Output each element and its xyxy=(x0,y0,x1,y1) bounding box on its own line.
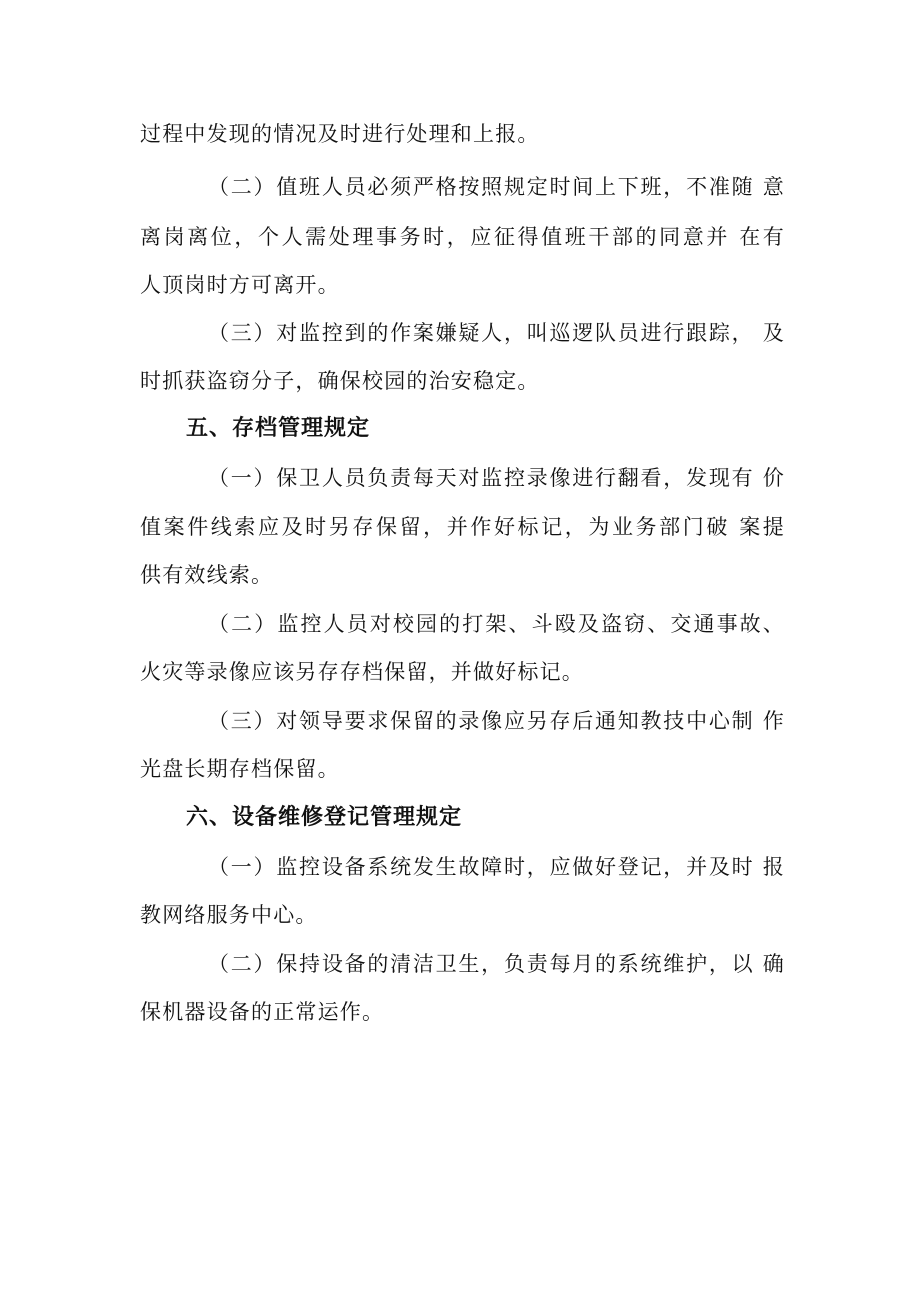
paragraph-line: 光盘长期存档保留。 xyxy=(140,757,340,781)
paragraph-line: 时抓获盗窃分子，确保校园的治安稳定。 xyxy=(140,369,540,393)
paragraph-line: 供有效线索。 xyxy=(140,563,274,587)
paragraph-line: （二）保持设备的清洁卫生，负责每月的系统维护，以 确 xyxy=(208,952,785,976)
paragraph-line: 教网络服务中心。 xyxy=(140,903,318,927)
section-heading: 五、存档管理规定 xyxy=(186,416,371,441)
paragraph-line: 火灾等录像应该另存存档保留，并做好标记。 xyxy=(140,660,584,684)
paragraph-line: 过程中发现的情况及时进行处理和上报。 xyxy=(140,122,540,146)
paragraph-line: （三）对领导要求保留的录像应另存后通知教技中心制 作 xyxy=(208,709,785,733)
paragraph-line: 人顶岗时方可离开。 xyxy=(140,273,340,297)
paragraph-line: （二）监控人员对校园的打架、斗殴及盗窃、交通事故、 xyxy=(208,612,785,636)
paragraph-line: （二）值班人员必须严格按照规定时间上下班，不准随 意 xyxy=(208,175,785,199)
paragraph-line: （一）监控设备系统发生故障时，应做好登记，并及时 报 xyxy=(208,855,785,879)
paragraph-line: 保机器设备的正常运作。 xyxy=(140,1000,385,1024)
section-heading: 六、设备维修登记管理规定 xyxy=(186,805,463,830)
paragraph-line: （一）保卫人员负责每天对监控录像进行翻看，发现有 价 xyxy=(208,466,785,490)
paragraph-line: 值案件线索应及时另存保留，并作好标记，为业务部门破 案提 xyxy=(140,515,785,539)
paragraph-line: 离岗离位，个人需处理事务时，应征得值班干部的同意并 在有 xyxy=(140,225,785,249)
paragraph-line: （三）对监控到的作案嫌疑人，叫巡逻队员进行跟踪， 及 xyxy=(208,321,785,345)
